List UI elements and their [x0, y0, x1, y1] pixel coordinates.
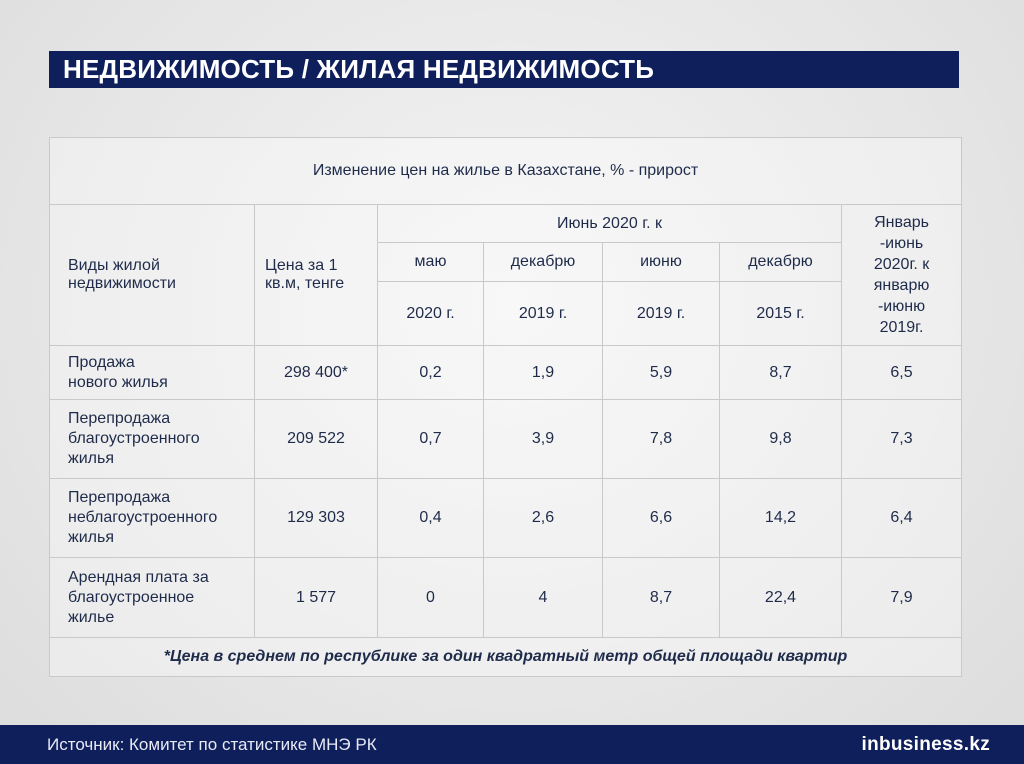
- row-value: 7,9: [842, 558, 962, 638]
- row-value: 1,9: [484, 346, 603, 400]
- inbusiness-logo: inbusiness.kz: [861, 734, 990, 755]
- row-price: 209 522: [255, 400, 378, 479]
- row-value: 8,7: [603, 558, 720, 638]
- table-caption: Изменение цен на жилье в Казахстане, % - прирост: [50, 138, 962, 205]
- row-value: 4: [484, 558, 603, 638]
- row-value: 7,8: [603, 400, 720, 479]
- table-row: [50, 400, 962, 479]
- row-value: 6,5: [842, 346, 962, 400]
- row-value: 9,8: [720, 400, 842, 479]
- header-jan-june: Январь -июнь 2020г. к январю -июню 2019г.: [842, 205, 962, 346]
- row-name: Перепродажа благоустроенного жилья: [50, 400, 255, 479]
- footer-bar: [0, 725, 1024, 764]
- row-price: 298 400*: [255, 346, 378, 400]
- header-type: Виды жилой недвижимости: [50, 205, 255, 346]
- header-period-top: декабрю: [484, 243, 603, 282]
- table-row: [50, 558, 962, 638]
- row-value: 8,7: [720, 346, 842, 400]
- price-change-table: [49, 137, 962, 677]
- header-group: Июнь 2020 г. к: [378, 205, 842, 243]
- row-value: 14,2: [720, 479, 842, 558]
- row-value: 0,4: [378, 479, 484, 558]
- page-title: НЕДВИЖИМОСТЬ / ЖИЛАЯ НЕДВИЖИМОСТЬ: [49, 51, 959, 88]
- header-period-top: июню: [603, 243, 720, 282]
- header-period-top: декабрю: [720, 243, 842, 282]
- row-name: Перепродажа неблагоустроенного жилья: [50, 479, 255, 558]
- row-price: 1 577: [255, 558, 378, 638]
- table-row: [50, 346, 962, 400]
- row-name: Продажа нового жилья: [50, 346, 255, 400]
- row-value: 6,4: [842, 479, 962, 558]
- header-period-top: маю: [378, 243, 484, 282]
- row-value: 3,9: [484, 400, 603, 479]
- row-price: 129 303: [255, 479, 378, 558]
- header-period-bottom: 2015 г.: [720, 282, 842, 346]
- row-value: 22,4: [720, 558, 842, 638]
- row-value: 2,6: [484, 479, 603, 558]
- row-value: 6,6: [603, 479, 720, 558]
- header-period-bottom: 2019 г.: [603, 282, 720, 346]
- row-name: Арендная плата за благоустроенное жилье: [50, 558, 255, 638]
- row-value: 0,7: [378, 400, 484, 479]
- header-period-bottom: 2020 г.: [378, 282, 484, 346]
- table-row: [50, 479, 962, 558]
- row-value: 7,3: [842, 400, 962, 479]
- source-text: Источник: Комитет по статистике МНЭ РК: [47, 735, 377, 754]
- row-value: 0,2: [378, 346, 484, 400]
- header-period-bottom: 2019 г.: [484, 282, 603, 346]
- table-footnote: *Цена в среднем по республике за один квадратный метр общей площади квартир: [50, 638, 962, 677]
- row-value: 5,9: [603, 346, 720, 400]
- row-value: 0: [378, 558, 484, 638]
- header-price: Цена за 1 кв.м, тенге: [255, 205, 378, 346]
